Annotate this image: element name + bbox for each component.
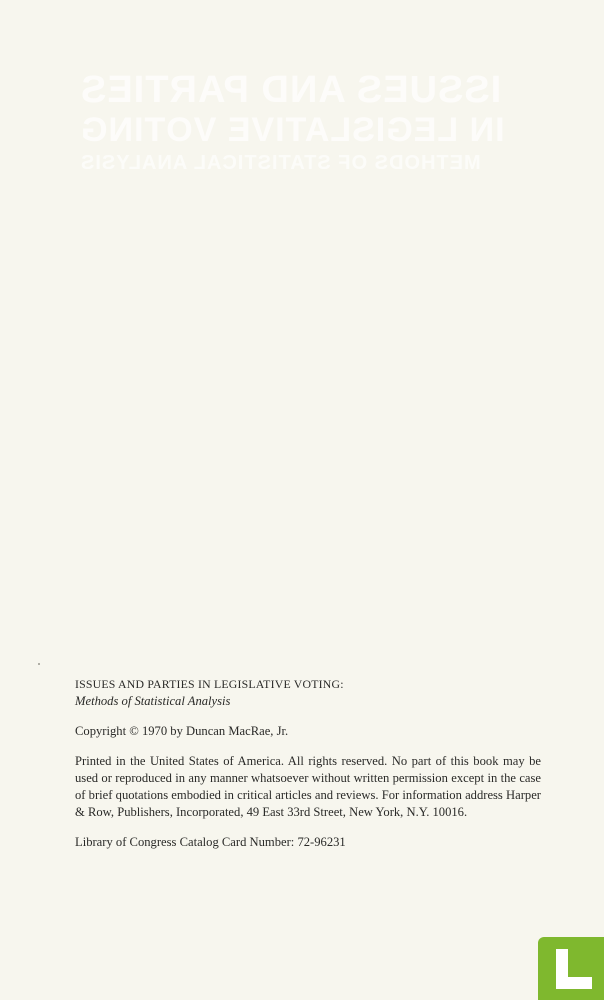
catalog-number: Library of Congress Catalog Card Number: 72-96231 [75, 835, 346, 849]
show-through-title [80, 70, 600, 176]
corner-badge [538, 937, 604, 1000]
show-through-line-3: METHODS OF STATISTICAL ANALYSIS [80, 152, 481, 174]
rights-notice: Printed in the United States of America. All rights reserved. No part of this book may be used or reproduced in any manner whatsoever without written permission except in the case of brief quotations embodied in critical articles and reviews. For information address Harper & Row, Publishers, Incorporated, 49 East 33rd Street, New York, N.Y. 10016. [75, 754, 541, 819]
book-subtitle: Methods of Statistical Analysis [75, 694, 231, 708]
show-through-line-2: IN LEGISLATIVE VOTING [80, 111, 505, 149]
paper-speck [38, 663, 40, 665]
l-logo-icon [552, 947, 596, 991]
book-title: ISSUES AND PARTIES IN LEGISLATIVE VOTING: [75, 677, 344, 691]
copyright-line: Copyright © 1970 by Duncan MacRae, Jr. [75, 724, 289, 738]
show-through-line-1: ISSUES AND PARTIES [80, 69, 502, 111]
copyright-page [75, 676, 541, 851]
